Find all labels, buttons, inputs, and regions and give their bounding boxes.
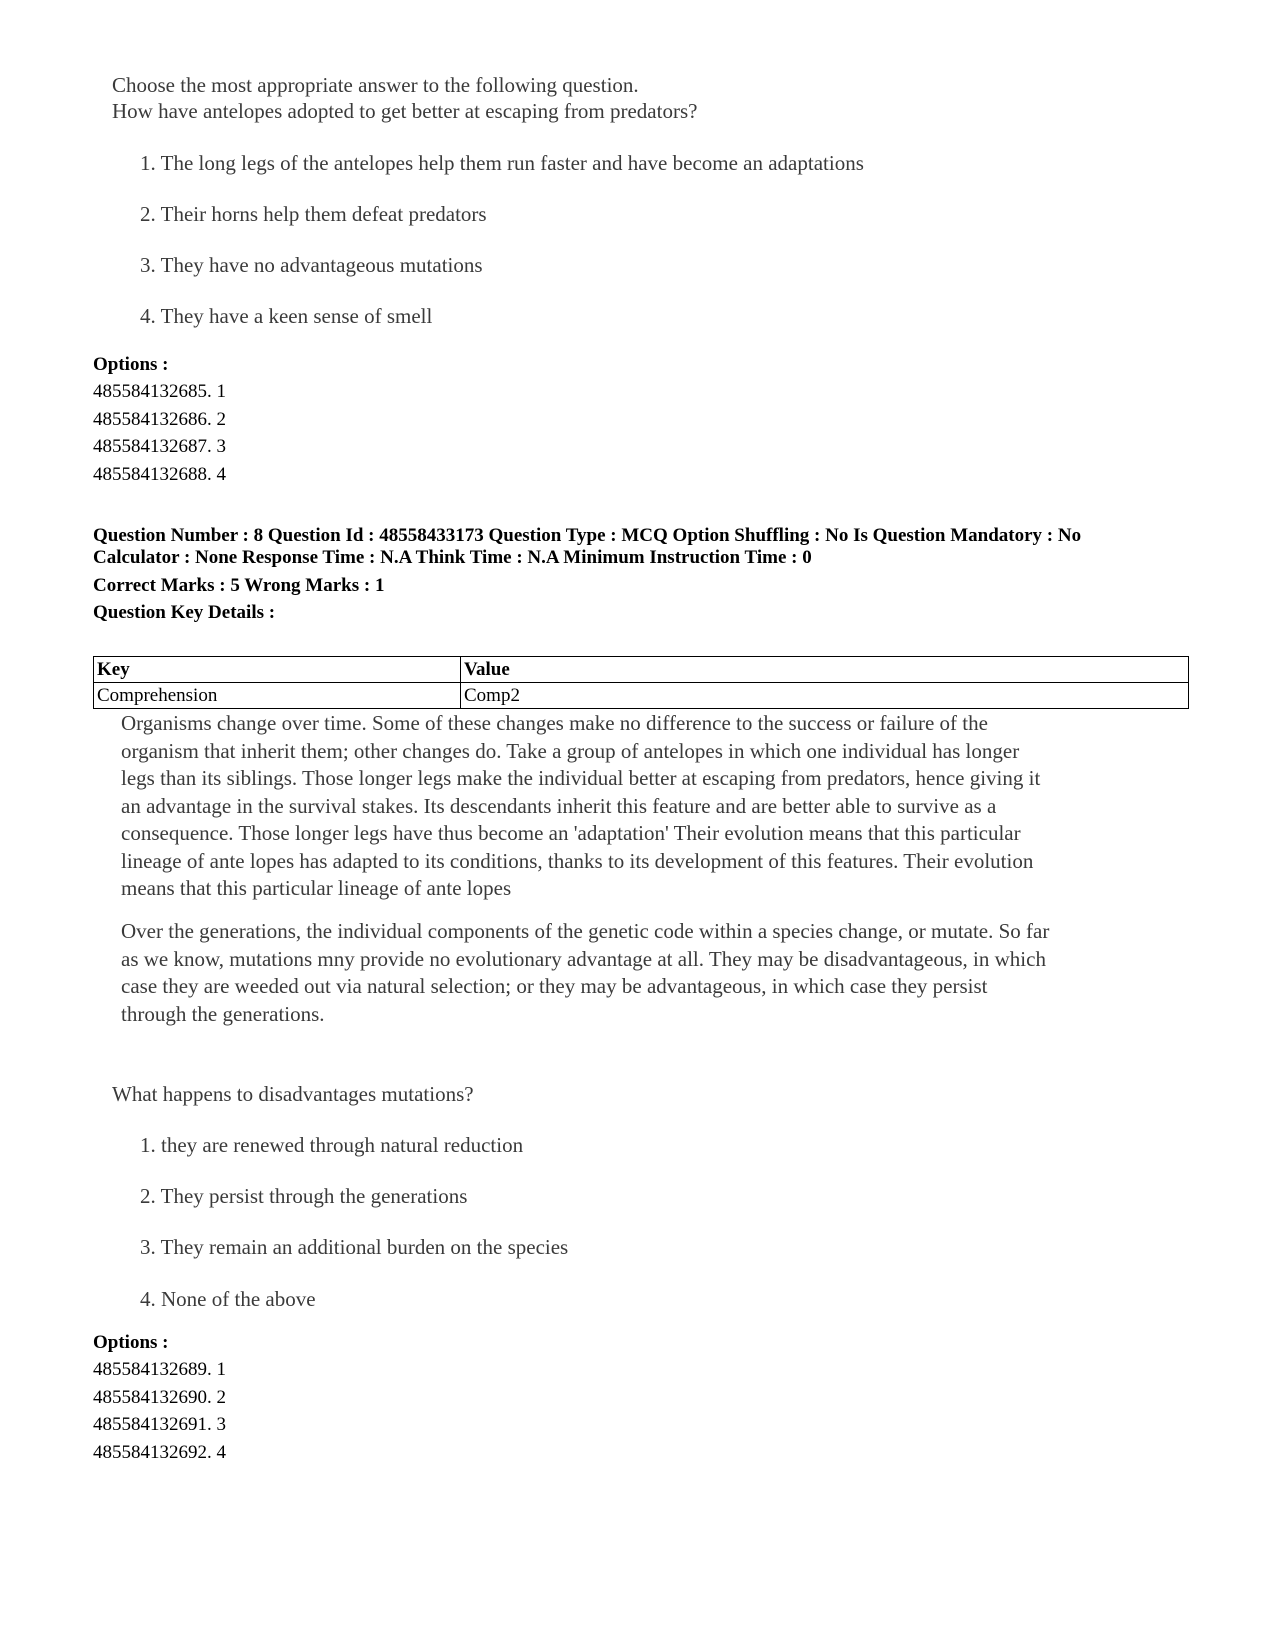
- passage-line: as we know, mutations mny provide no evolutionary advantage at all. They may be disadvantageous, in which: [121, 946, 1046, 971]
- passage-line: means that this particular lineage of ante lopes: [121, 876, 512, 900]
- option-id: 485584132686. 2: [93, 409, 226, 430]
- marks-line: Correct Marks : 5 Wrong Marks : 1: [93, 575, 385, 596]
- passage-line: Over the generations, the individual components of the genetic code within a species change, or mutate. So far: [121, 919, 1050, 943]
- passage-line: case they are weeded out via natural selection; or they may be advantageous, in which case they persist: [121, 974, 988, 998]
- question-text: What happens to disadvantages mutations?: [112, 1082, 474, 1106]
- choice-item: 2. They persist through the generations: [140, 1184, 468, 1208]
- passage-line: an advantage in the survival stakes. Its descendants inherit this feature and are better able to survive as a: [121, 793, 997, 818]
- options-label: Options :: [93, 1332, 169, 1353]
- option-id: 485584132689. 1: [93, 1359, 226, 1380]
- question-meta-line2: Calculator : None Response Time : N.A Think Time : N.A Minimum Instruction Time : 0: [93, 547, 812, 568]
- passage-paragraph-2: [121, 918, 1171, 1028]
- choice-item: 4. None of the above: [140, 1287, 316, 1311]
- table-header-value: Value: [461, 657, 1189, 683]
- key-details-label: Question Key Details :: [93, 602, 276, 623]
- choice-item: 4. They have a keen sense of smell: [140, 304, 433, 328]
- table-header-row: [94, 657, 1189, 683]
- passage-line: legs than its siblings. Those longer legs make the individual better at escaping from predators, hence giving it: [121, 766, 1041, 790]
- instruction-text: Choose the most appropriate answer to the following question.: [112, 73, 639, 97]
- choice-item: 2. Their horns help them defeat predators: [140, 202, 487, 226]
- table-row: [94, 683, 1189, 709]
- passage-line: consequence. Those longer legs have thus become an 'adaptation' Their evolution means that this particular: [121, 821, 1021, 845]
- choice-item: 3. They have no advantageous mutations: [140, 253, 483, 277]
- question-1-stem: [112, 72, 1162, 124]
- passage-line: Organisms change over time. Some of these changes make no difference to the success or failure of the: [121, 711, 988, 735]
- option-id: 485584132691. 3: [93, 1414, 226, 1435]
- passage-paragraph-1: [121, 710, 1171, 903]
- table-header-key: Key: [94, 657, 461, 683]
- choice-item: 1. they are renewed through natural reduction: [140, 1133, 524, 1157]
- option-id: 485584132687. 3: [93, 436, 226, 457]
- passage-line: through the generations.: [121, 1001, 325, 1026]
- question-text: How have antelopes adopted to get better at escaping from predators?: [112, 99, 698, 123]
- question-2-stem: [112, 1081, 1162, 1107]
- question-meta-line1: Question Number : 8 Question Id : 48558433173 Question Type : MCQ Option Shuffling : No Is Question Mandatory : No: [93, 525, 1082, 546]
- option-id: 485584132688. 4: [93, 464, 226, 485]
- table-cell-key: Comprehension: [94, 683, 461, 709]
- passage-line: organism that inherit them; other changes do. Take a group of antelopes in which one individual has longer: [121, 738, 1020, 763]
- key-details-table: [93, 656, 1189, 709]
- option-id: 485584132690. 2: [93, 1387, 226, 1408]
- option-id: 485584132685. 1: [93, 381, 226, 402]
- option-id: 485584132692. 4: [93, 1442, 226, 1463]
- passage-line: lineage of ante lopes has adapted to its conditions, thanks to its development of this features. Their evolution: [121, 848, 1034, 873]
- table-cell-value: Comp2: [461, 683, 1189, 709]
- options-label: Options :: [93, 354, 169, 375]
- choice-item: 3. They remain an additional burden on the species: [140, 1235, 569, 1259]
- choice-item: 1. The long legs of the antelopes help them run faster and have become an adaptations: [140, 151, 864, 175]
